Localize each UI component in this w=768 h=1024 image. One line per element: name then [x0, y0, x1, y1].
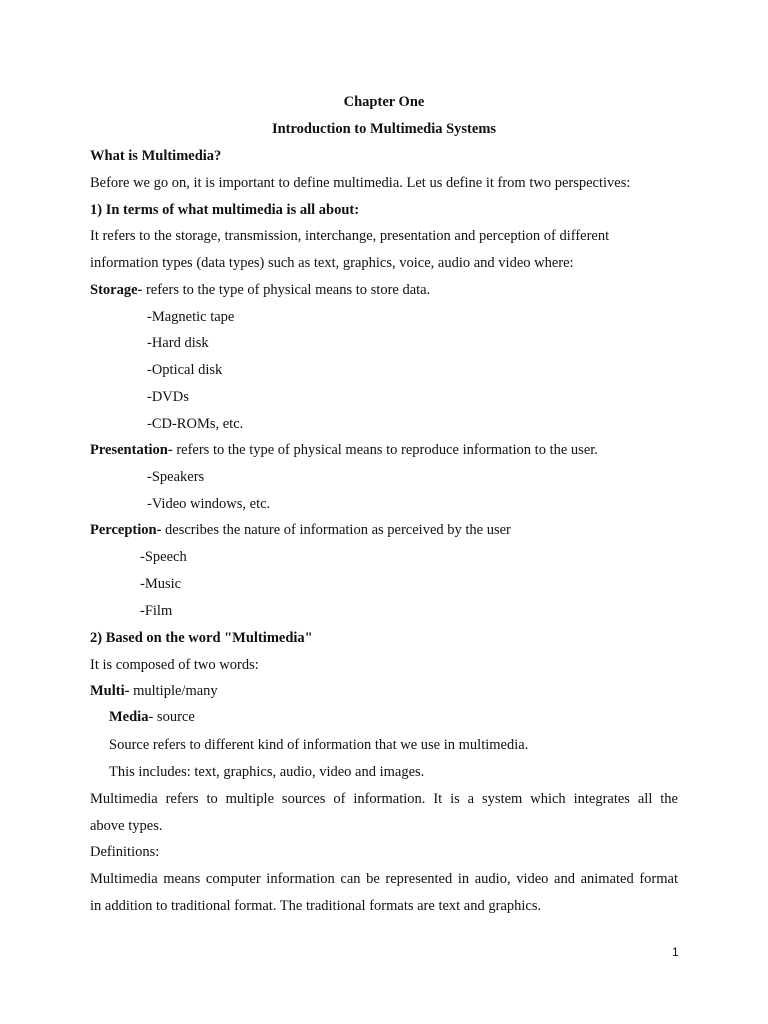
paragraph-line: above types. [90, 818, 163, 834]
storage-definition [90, 280, 430, 300]
paragraph-line: It is composed of two words: [90, 657, 259, 673]
chapter-title: Chapter One [343, 94, 425, 110]
term-label: Media [109, 709, 149, 725]
definitions-label: Definitions: [90, 844, 160, 860]
paragraph-line: in addition to traditional format. The traditional formats are text and graphics. [90, 898, 542, 914]
term-label: Storage- [90, 282, 143, 298]
paragraph-line: Multimedia refers to multiple sources of information. It is a system which integrates all the [90, 791, 678, 807]
list-item: -Magnetic tape [147, 309, 235, 325]
list-item: -DVDs [147, 389, 189, 405]
page-number: 1 [672, 945, 679, 959]
heading-perspective-2: 2) Based on the word "Multimedia" [90, 630, 313, 646]
list-item: -Speech [140, 549, 187, 565]
list-item: -Video windows, etc. [147, 496, 271, 512]
heading-perspective-1: 1) In terms of what multimedia is all about: [90, 202, 360, 218]
list-item: -Hard disk [147, 335, 209, 351]
paragraph-line: This includes: text, graphics, audio, video and images. [109, 764, 425, 780]
list-item: -Optical disk [147, 362, 223, 378]
term-description: refers to the type of physical means to reproduce information to the user. [172, 442, 598, 458]
term-description: multiple/many [129, 683, 218, 699]
paragraph-line: information types (data types) such as text, graphics, voice, audio and video where: [90, 255, 574, 271]
list-item: -Film [140, 603, 173, 619]
multi-definition [90, 681, 218, 701]
presentation-definition [90, 440, 598, 460]
term-label: Multi- [90, 683, 130, 699]
term-label: Presentation- [90, 442, 173, 458]
intro-paragraph: Before we go on, it is important to define multimedia. Let us define it from two perspectives: [90, 175, 631, 191]
list-item: -Speakers [147, 469, 205, 485]
page-subtitle: Introduction to Multimedia Systems [271, 121, 497, 137]
term-label: Perception- [90, 522, 162, 538]
perception-definition [90, 520, 511, 540]
paragraph-line: Multimedia means computer information can be represented in audio, video and animated format [90, 871, 678, 887]
heading-what-is-multimedia: What is Multimedia? [90, 148, 222, 164]
list-item: -Music [140, 576, 182, 592]
term-description: describes the nature of information as perceived by the user [161, 522, 511, 538]
paragraph-line: It refers to the storage, transmission, interchange, presentation and perception of different [90, 228, 610, 244]
term-description: - source [148, 709, 195, 725]
media-definition [109, 707, 195, 727]
term-description: refers to the type of physical means to store data. [142, 282, 431, 298]
paragraph-line: Source refers to different kind of information that we use in multimedia. [109, 737, 529, 753]
list-item: -CD-ROMs, etc. [147, 416, 244, 432]
